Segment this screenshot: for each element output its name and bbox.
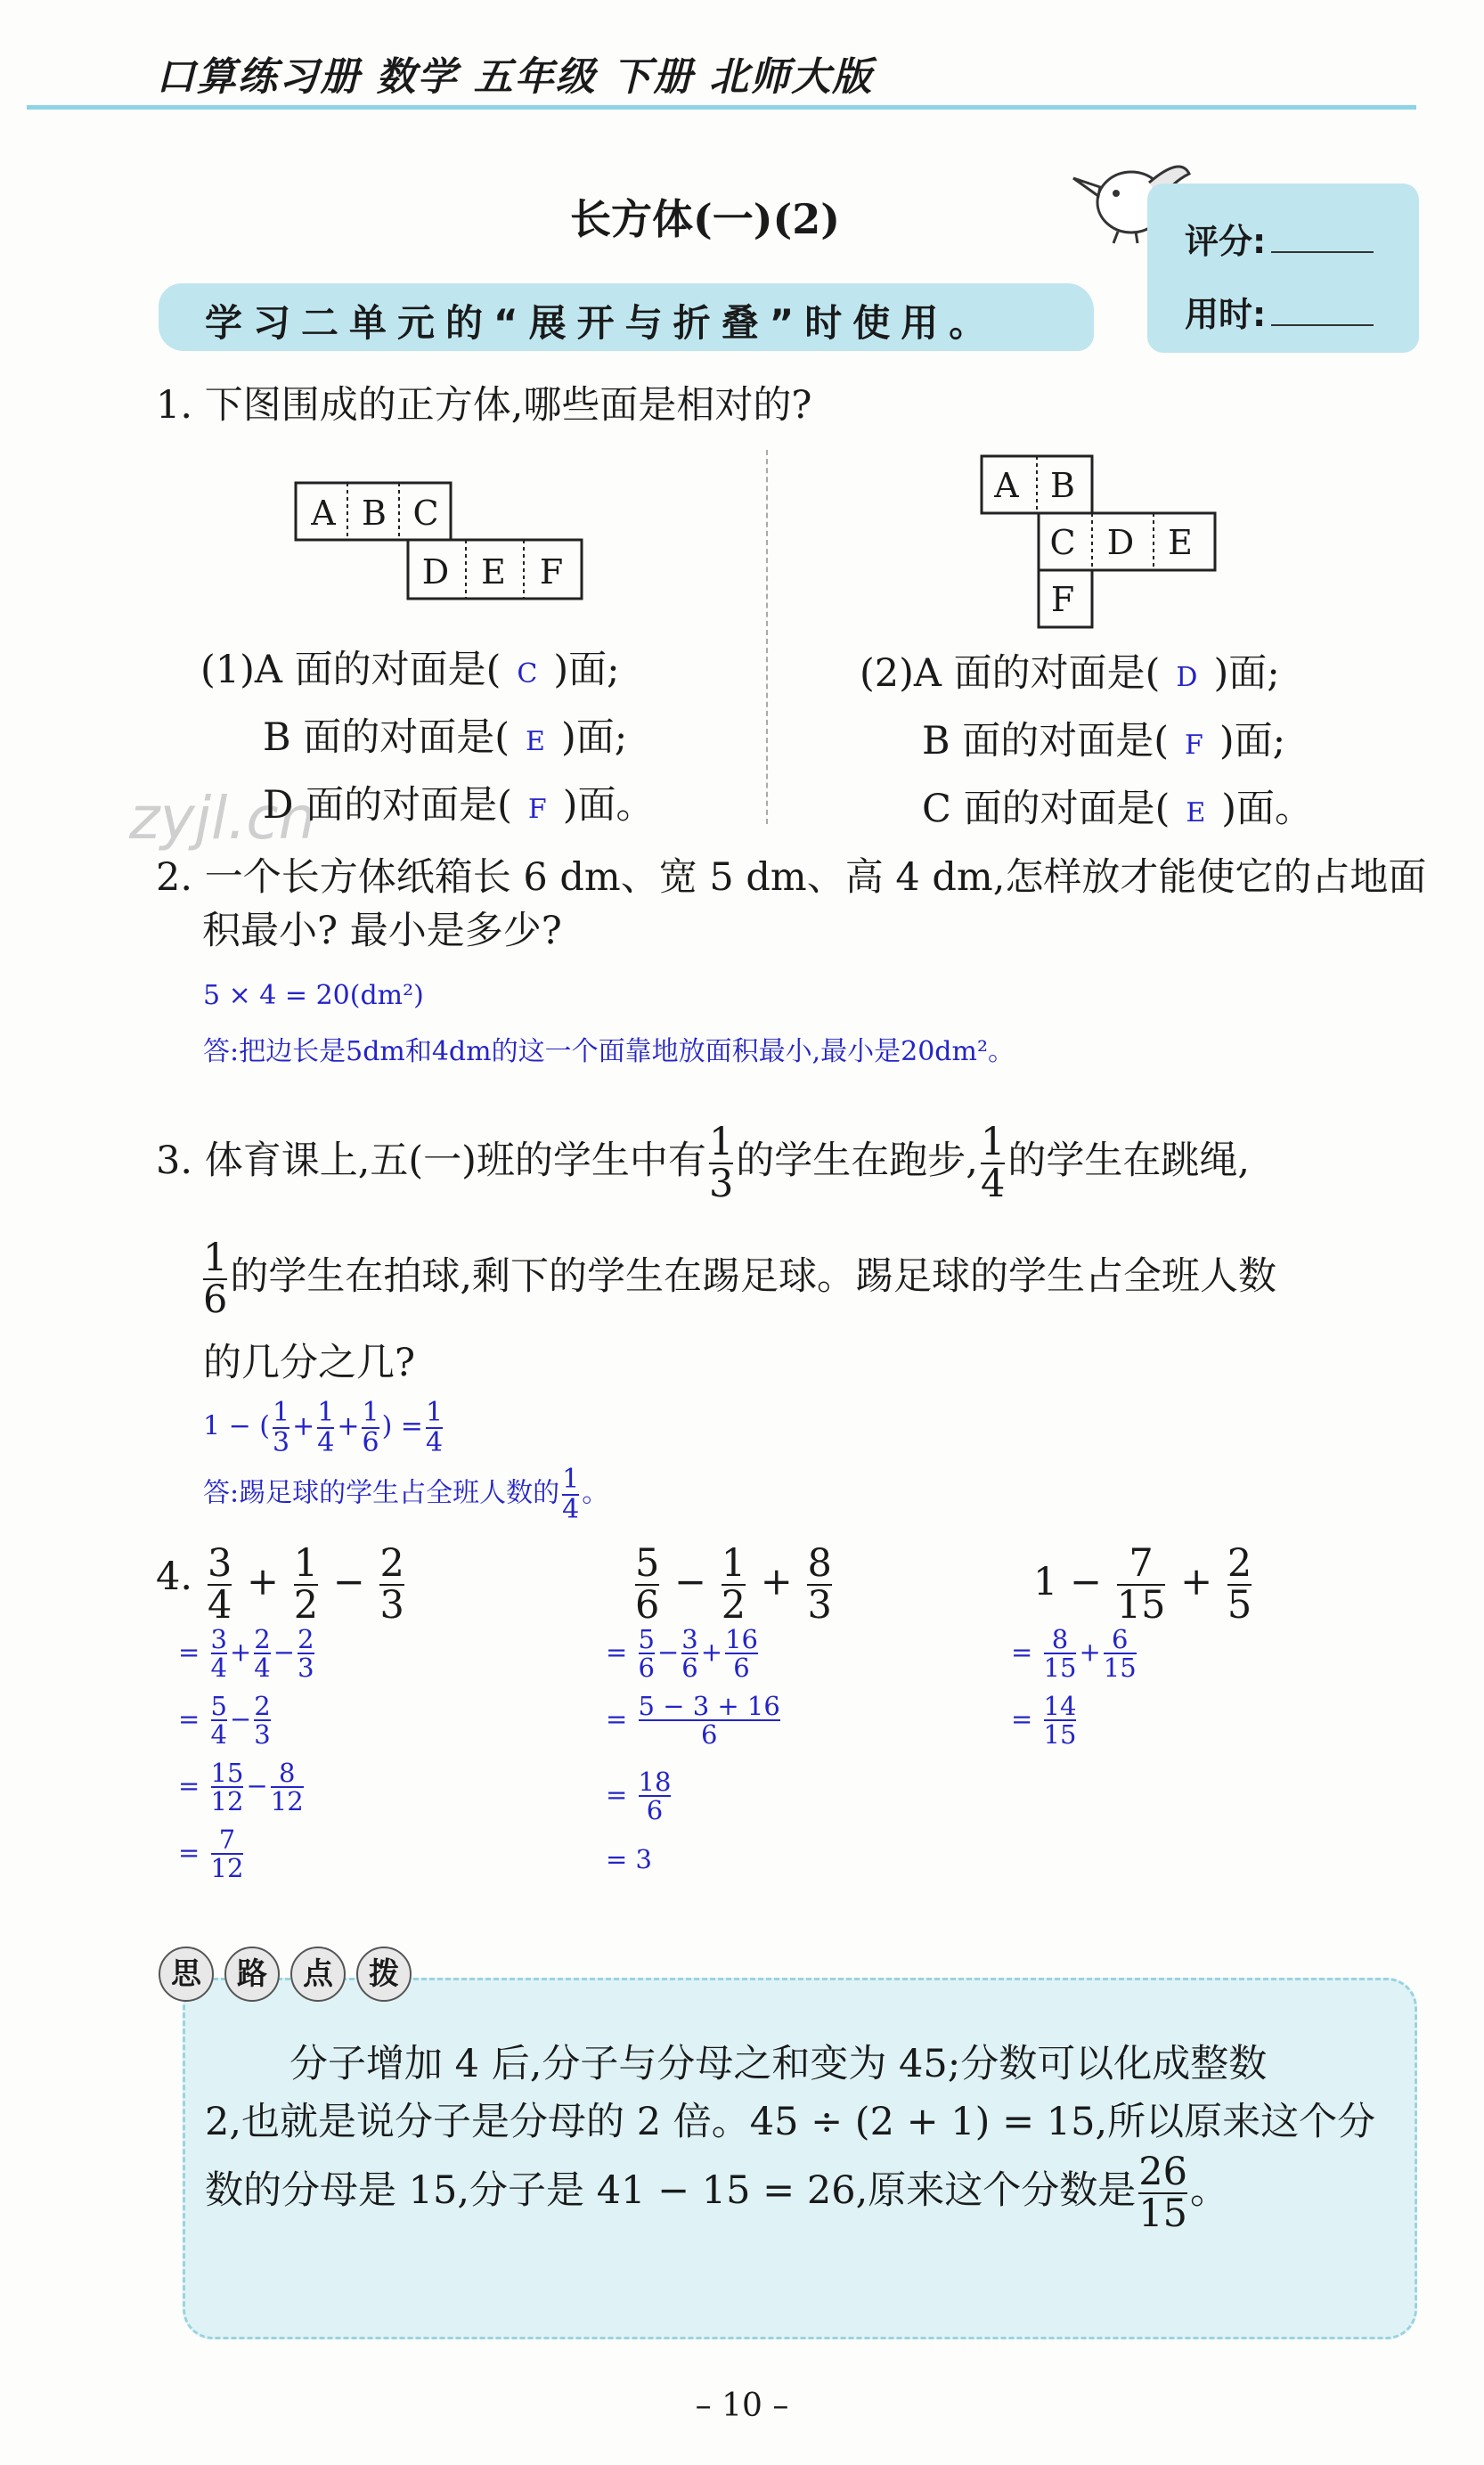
score-label: 评分: xyxy=(1185,222,1267,261)
q3-calculation xyxy=(203,1399,445,1457)
question-2 xyxy=(156,851,1430,958)
q1-part2-row2 xyxy=(922,714,1285,768)
denominator: 2 xyxy=(721,1583,746,1628)
numerator: 1 xyxy=(362,1397,379,1428)
q4b-step1 xyxy=(606,1626,761,1682)
row-prefix: B 面的对面是( xyxy=(922,719,1170,763)
net2-face-b: B xyxy=(1050,466,1075,505)
answer-text: 。 xyxy=(582,1477,609,1509)
denominator: 3 xyxy=(708,1162,734,1207)
q1-part1-row1 xyxy=(200,643,620,697)
denominator: 15 xyxy=(1116,1583,1166,1628)
numerator: 2 xyxy=(254,1624,271,1654)
q2-answer: 答:把边长是5dm和4dm的这一个面靠地放面积最小,最小是20dm²。 xyxy=(203,1036,1015,1067)
question-text-line1: 一个长方体纸箱长 6 dm、宽 5 dm、高 4 dm,怎样放才能使它的占地面 xyxy=(204,855,1427,900)
numerator: 18 xyxy=(638,1767,672,1797)
denominator: 4 xyxy=(425,1426,444,1458)
column-divider xyxy=(766,450,768,824)
q4a-step3 xyxy=(178,1759,306,1816)
book-header-title: 口算练习册 数学 五年级 下册 北师大版 xyxy=(156,54,874,100)
answer-blank[interactable]: F xyxy=(527,794,547,825)
question-number: 1. xyxy=(156,383,193,428)
operator: + xyxy=(292,1410,315,1442)
tip-text: 。 xyxy=(1190,2167,1228,2213)
numerator: 1 xyxy=(317,1397,335,1428)
denominator: 4 xyxy=(980,1162,1006,1207)
row-prefix: B 面的对面是( xyxy=(263,715,510,760)
denominator: 15 xyxy=(1043,1719,1077,1751)
net1-face-e: E xyxy=(481,552,506,592)
question-text-line2: 积最小? 最小是多少? xyxy=(202,909,562,954)
denominator: 4 xyxy=(210,1653,227,1684)
net2-face-c: C xyxy=(1049,523,1076,562)
denominator: 15 xyxy=(1103,1653,1137,1684)
denominator: 6 xyxy=(635,1583,660,1628)
denominator: 12 xyxy=(270,1786,304,1817)
q4b-step2 xyxy=(606,1693,783,1749)
operator: + xyxy=(1079,1637,1101,1668)
denominator: 3 xyxy=(254,1719,271,1751)
denominator: 6 xyxy=(362,1426,379,1458)
q4c-step2 xyxy=(1011,1693,1079,1749)
fraction xyxy=(317,1399,334,1457)
tip-char: 路 xyxy=(224,1947,280,2002)
numerator: 2 xyxy=(379,1541,404,1586)
equals: = xyxy=(1011,1637,1033,1668)
numerator: 1 xyxy=(708,1120,734,1164)
tip-heading xyxy=(159,1947,412,2002)
answer-blank[interactable]: D xyxy=(1176,662,1198,693)
q4-problem-b xyxy=(632,1541,835,1628)
numerator: 7 xyxy=(1129,1541,1154,1586)
answer-blank[interactable]: C xyxy=(517,658,538,690)
answer-blank[interactable]: E xyxy=(1186,797,1206,828)
watermark: zyjl.cn xyxy=(129,784,316,853)
numerator: 5 xyxy=(210,1691,227,1721)
operator: + xyxy=(700,1637,723,1668)
equals: = xyxy=(1011,1703,1033,1734)
question-3-line3: 的几分之几? xyxy=(203,1341,416,1385)
q1-part1-row3 xyxy=(263,779,655,832)
row-suffix: )面; xyxy=(553,648,620,692)
denominator: 6 xyxy=(725,1653,758,1681)
operator: − xyxy=(246,1770,268,1801)
calc-text: 1 − ( xyxy=(203,1410,270,1442)
usage-banner-text: 学习二单元的“展开与折叠”时使用。 xyxy=(205,301,998,345)
q4a-step1 xyxy=(178,1626,317,1682)
operator: − xyxy=(674,1560,707,1605)
row-suffix: )面; xyxy=(560,715,628,760)
numerator: 2 xyxy=(298,1624,314,1654)
denominator: 6 xyxy=(639,1719,780,1748)
row-suffix: )面。 xyxy=(1221,787,1314,831)
numerator: 2 xyxy=(1227,1541,1252,1586)
time-blank[interactable] xyxy=(1271,324,1374,326)
numerator: 6 xyxy=(1111,1624,1129,1654)
denominator: 3 xyxy=(298,1653,314,1684)
fraction-26-15 xyxy=(1138,2149,1187,2236)
tip-char: 思 xyxy=(159,1947,214,2002)
operator: + xyxy=(247,1560,280,1605)
net2-face-d: D xyxy=(1106,523,1135,562)
operator: − xyxy=(229,1703,252,1734)
tip-line-3 xyxy=(205,2149,1398,2236)
net1-face-d: D xyxy=(421,552,450,592)
tip-char: 拨 xyxy=(356,1947,412,2002)
part-label: (1) xyxy=(200,648,255,692)
question-3-line2 xyxy=(200,1236,1447,1323)
q1-part1-row2 xyxy=(263,711,627,764)
tip-line-1: 分子增加 4 后,分子与分母之和变为 45;分数可以化成整数 xyxy=(289,2042,1268,2086)
denominator: 3 xyxy=(379,1583,404,1628)
equals: = xyxy=(606,1703,628,1734)
equals: = xyxy=(178,1703,200,1734)
question-text: 的学生在跑步, xyxy=(736,1139,978,1184)
q1-part2-row3 xyxy=(922,782,1313,836)
numerator: 1 xyxy=(425,1397,444,1428)
fraction-one-third xyxy=(708,1120,734,1207)
fraction xyxy=(273,1399,289,1457)
equals: = xyxy=(606,1779,628,1810)
q3-answer xyxy=(203,1465,608,1523)
q4a-step4 xyxy=(178,1826,246,1882)
tip-content xyxy=(205,2036,1398,2234)
operator: + xyxy=(1180,1560,1213,1605)
numerator: 2 xyxy=(254,1691,271,1721)
answer-blank[interactable]: E xyxy=(526,726,545,757)
part-label: (2) xyxy=(860,651,914,696)
question-text: 的学生在拍球,剩下的学生在踢足球。踢足球的学生占全班人数 xyxy=(230,1254,1277,1300)
equals: = xyxy=(178,1770,200,1801)
numerator: 8 xyxy=(1051,1624,1069,1654)
q1-part2-row1 xyxy=(860,647,1280,700)
numerator: 1 xyxy=(562,1464,580,1495)
net1-face-b: B xyxy=(362,494,387,533)
denominator: 6 xyxy=(639,1795,672,1824)
denominator: 2 xyxy=(293,1583,319,1628)
row-prefix: A 面的对面是( xyxy=(913,651,1161,696)
numerator: 1 xyxy=(203,1236,228,1280)
numerator: 3 xyxy=(208,1541,232,1586)
numerator: 1 xyxy=(721,1541,746,1586)
question-text: 体育课上,五(一)班的学生中有 xyxy=(204,1139,706,1184)
denominator: 4 xyxy=(254,1653,271,1684)
row-suffix: )面; xyxy=(1213,651,1280,696)
answer-text: 答:踢足球的学生占全班人数的 xyxy=(203,1477,560,1509)
denominator: 12 xyxy=(210,1853,244,1884)
operator: − xyxy=(1070,1560,1103,1605)
denominator: 4 xyxy=(208,1583,232,1628)
numerator: 1 xyxy=(980,1120,1006,1164)
operator: + xyxy=(337,1410,360,1442)
fraction-one-quarter xyxy=(980,1120,1006,1207)
row-suffix: )面。 xyxy=(562,783,655,828)
numerator: 7 xyxy=(218,1824,236,1855)
numerator: 8 xyxy=(278,1758,296,1788)
denominator: 12 xyxy=(210,1786,244,1817)
question-1 xyxy=(156,379,811,432)
operator: + xyxy=(229,1637,252,1668)
fraction-result xyxy=(426,1399,443,1457)
question-number: 2. xyxy=(156,855,193,900)
operator: + xyxy=(760,1560,793,1605)
net1-face-f: F xyxy=(539,552,564,592)
row-prefix: C 面的对面是( xyxy=(922,787,1170,831)
time-field xyxy=(1185,287,1374,336)
page-number: – 10 – xyxy=(695,2387,789,2424)
calc-text: ) = xyxy=(381,1410,423,1442)
question-4-number: 4. xyxy=(156,1555,193,1599)
equals: = xyxy=(606,1637,628,1668)
net2-face-a: A xyxy=(994,466,1019,505)
denominator: 3 xyxy=(807,1583,832,1628)
fraction-one-sixth xyxy=(203,1236,228,1323)
q4c-step1 xyxy=(1011,1626,1139,1682)
question-text: 的学生在跳绳, xyxy=(1007,1139,1250,1184)
question-3-line1 xyxy=(156,1120,1439,1207)
tip-char: 点 xyxy=(290,1947,346,2002)
numerator: 16 xyxy=(725,1624,758,1654)
answer-blank[interactable]: F xyxy=(1185,730,1203,761)
q4b-step3 xyxy=(606,1768,673,1824)
net2-face-e: E xyxy=(1168,523,1193,562)
equals: = xyxy=(606,1844,628,1874)
row-suffix: )面; xyxy=(1219,719,1286,763)
q4b-step4 xyxy=(606,1844,652,1874)
tip-line-2: 2,也就是说分子是分母的 2 倍。45 ÷ (2 + 1) = 15,所以原来这个分 xyxy=(205,2100,1376,2145)
row-prefix: A 面的对面是( xyxy=(254,648,501,692)
net1-face-a: A xyxy=(311,494,336,533)
question-text: 下图围成的正方体,哪些面是相对的? xyxy=(204,383,812,428)
fraction xyxy=(362,1399,379,1457)
q2-calculation: 5 × 4 = 20(dm²) xyxy=(203,980,424,1011)
q4-problem-a xyxy=(205,1541,407,1628)
operator: − xyxy=(332,1560,365,1605)
denominator: 5 xyxy=(1227,1583,1252,1628)
operator: − xyxy=(273,1637,296,1668)
numerator: 1 xyxy=(273,1397,290,1428)
numerator: 1 xyxy=(293,1541,319,1586)
whole-number: 1 xyxy=(1033,1560,1058,1605)
denominator: 15 xyxy=(1138,2191,1187,2236)
numerator: 26 xyxy=(1138,2149,1187,2194)
numerator: 3 xyxy=(681,1624,698,1654)
denominator: 4 xyxy=(562,1493,580,1525)
numerator: 14 xyxy=(1043,1691,1077,1721)
denominator: 6 xyxy=(681,1653,698,1684)
time-label: 用时: xyxy=(1185,295,1267,334)
score-blank[interactable] xyxy=(1271,251,1374,253)
denominator: 15 xyxy=(1043,1653,1077,1684)
denominator: 3 xyxy=(273,1426,290,1458)
numerator: 8 xyxy=(807,1541,832,1586)
numerator: 15 xyxy=(210,1758,244,1788)
fraction-answer xyxy=(562,1465,579,1523)
q4-problem-c xyxy=(1033,1541,1254,1628)
q4a-step2 xyxy=(178,1693,273,1749)
numerator: 3 xyxy=(210,1624,227,1654)
question-number: 3. xyxy=(156,1139,193,1184)
lesson-title: 长方体(一)(2) xyxy=(570,195,841,243)
net1-face-c: C xyxy=(412,494,439,533)
header-divider xyxy=(27,105,1416,110)
equals: = xyxy=(178,1637,200,1668)
denominator: 4 xyxy=(317,1426,335,1458)
score-field xyxy=(1185,214,1374,263)
numerator: 5 xyxy=(635,1541,660,1586)
net2-face-f: F xyxy=(1050,580,1075,619)
operator: − xyxy=(656,1637,680,1668)
numerator: 5 xyxy=(638,1624,655,1654)
tip-text: 数的分母是 15,分子是 41 − 15 = 26,原来这个分数是 xyxy=(205,2167,1137,2213)
equals: = xyxy=(178,1837,200,1868)
result: 3 xyxy=(635,1844,652,1874)
row-prefix: D 面的对面是( xyxy=(263,783,512,828)
denominator: 4 xyxy=(210,1719,227,1751)
denominator: 6 xyxy=(638,1653,655,1684)
numerator: 5 − 3 + 16 xyxy=(638,1691,780,1721)
denominator: 6 xyxy=(203,1277,228,1323)
